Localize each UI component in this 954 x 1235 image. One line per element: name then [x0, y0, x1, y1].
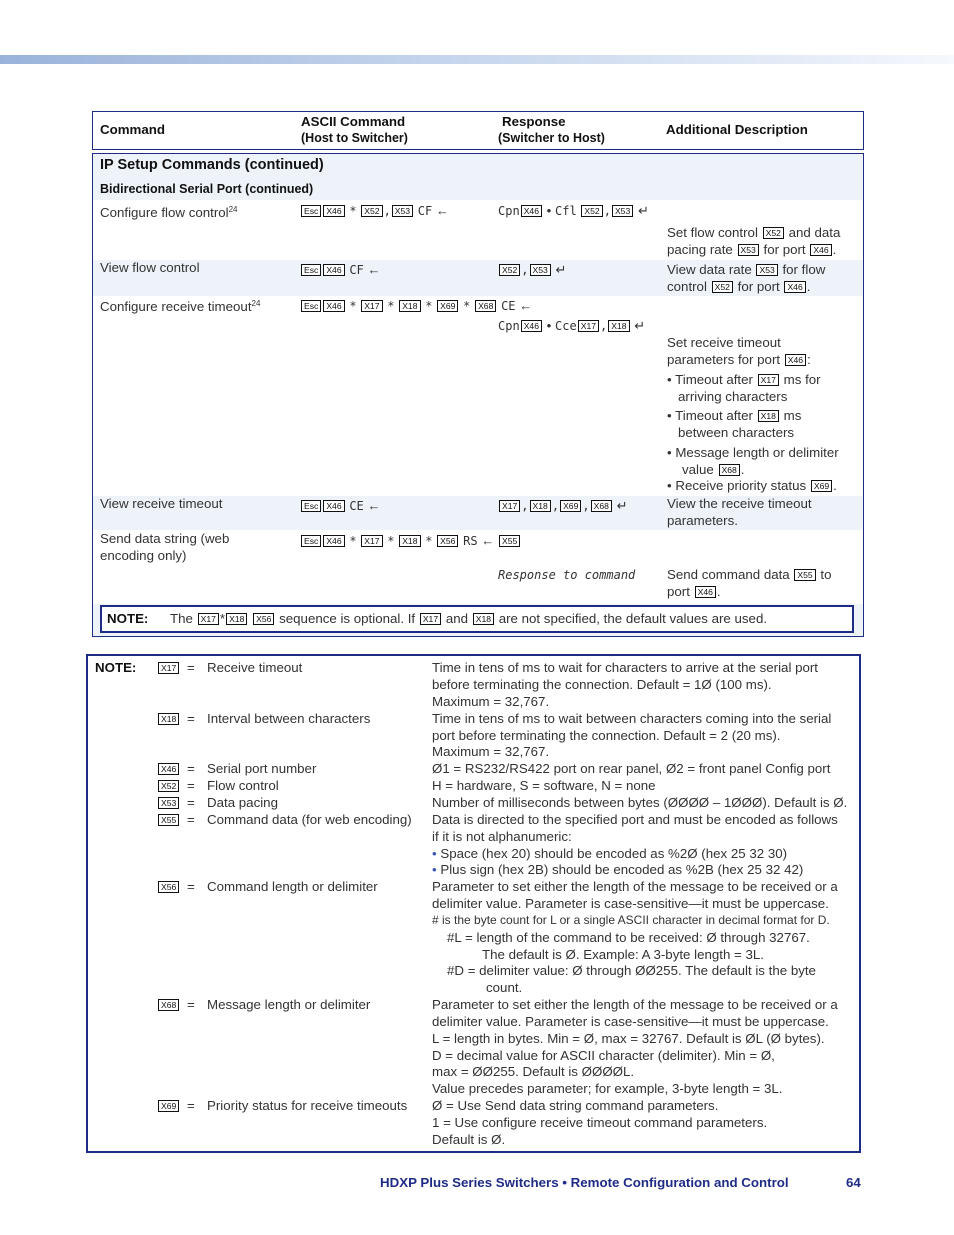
var-x17-desc-2: before terminating the connection. Default = 1Ø (100 ms).: [432, 677, 772, 692]
var-x46-desc: Ø1 = RS232/RS422 port on rear panel, Ø2 = front panel Config port: [432, 761, 831, 776]
response-configure-flow: Cpn X46 • Cfl X52 , X53 ↵: [498, 203, 649, 218]
return-arrow-icon: ←: [481, 533, 495, 548]
var-x52: X52: [157, 777, 180, 794]
var-x68: X68: [157, 996, 180, 1013]
row-name-view-flow: View flow control: [100, 260, 200, 275]
return-arrow-icon: ←: [367, 498, 381, 513]
var-x52-name: Flow control: [207, 778, 279, 793]
desc-timeout-2: parameters for port X46 :: [667, 352, 811, 367]
col-header-command: Command: [100, 122, 166, 137]
var-x18-desc-2: port before terminating the connection. Default = 2 (20 ms).: [432, 728, 781, 743]
var-x17: X17: [157, 659, 180, 676]
var-x68-desc-3: L = length in bytes. Min = Ø, max = 32767. Default is ØL (Ø bytes).: [432, 1031, 825, 1046]
var-x55-desc-1: Data is directed to the specified port and must be encoded as follows: [432, 812, 838, 827]
var-x68-desc-4: D = decimal value for ASCII character (delimiter). Min = Ø,: [432, 1048, 775, 1063]
eq-sign: =: [187, 761, 195, 776]
table-note-label: NOTE:: [107, 611, 149, 626]
response-view-timeout: X17 , X18 , X69 , X68 ↵: [498, 497, 628, 515]
var-x17-desc-3: Maximum = 32,767.: [432, 694, 550, 709]
var-x68-desc-5: max = ØØ255. Default is ØØØØL.: [432, 1064, 635, 1079]
row-name-view-timeout: View receive timeout: [100, 496, 223, 511]
desc-configure-flow-2: pacing rate X53 for port X46 .: [667, 242, 837, 257]
var-x56-desc-7: count.: [486, 980, 523, 995]
var-x55: X55: [157, 811, 180, 828]
return-arrow-icon: ←: [367, 262, 381, 277]
var-x56-desc-3: # is the byte count for L or a single ASCII character in decimal format for D.: [432, 913, 830, 927]
var-x55-name: Command data (for web encoding): [207, 812, 412, 827]
eq-sign: =: [187, 812, 195, 827]
eq-sign: =: [187, 879, 195, 894]
var-x56-desc-6: #D = delimiter value: Ø through ØØ255. The default is the byte: [447, 963, 816, 978]
row-name-configure-timeout: Configure receive timeout$^{24}$: [100, 299, 261, 314]
row-name-send-data-2: encoding only): [100, 548, 187, 563]
var-x53: X53: [157, 794, 180, 811]
var-x56-desc-5: The default is Ø. Example: A 3-byte length = 3L.: [482, 947, 764, 962]
table-note-text: The X17 * X18 X56 sequence is optional. If X17 and X18 are not specified, the default values are used.: [170, 611, 768, 626]
var-x53-name: Data pacing: [207, 795, 278, 810]
response-configure-timeout: Cpn X46 • Cce X17 , X18 ↵: [498, 318, 646, 333]
row-name-send-data-1: Send data string (web: [100, 531, 230, 546]
desc-view-flow-2: control X52 for port X46 .: [667, 279, 811, 294]
eq-sign: =: [187, 1098, 195, 1113]
col-header-ascii-sub: (Host to Switcher): [301, 131, 408, 145]
col-header-additional: Additional Description: [666, 122, 808, 137]
eq-sign: =: [187, 711, 195, 726]
desc-view-timeout-2: parameters.: [667, 513, 738, 528]
enter-arrow-icon: ↵: [637, 203, 649, 218]
desc-timeout-bullet-1: • Timeout after X17 ms for: [667, 372, 821, 387]
var-x55-bullet-1: • Space (hex 20) should be encoded as %2Ø (hex 25 32 30): [432, 846, 788, 861]
var-x55-bullet-2: • Plus sign (hex 2B) should be encoded as %2B (hex 25 32 42): [432, 862, 804, 877]
bullet-icon: •: [432, 862, 437, 877]
desc-timeout-bullet-2b: between characters: [678, 425, 795, 440]
ascii-send-data: Esc X46 * X17 * X18 * X56 RS ← X55: [300, 532, 521, 550]
response-send-data: Response to command: [498, 568, 636, 582]
enter-arrow-icon: ↵: [616, 498, 628, 513]
var-x69-desc-1: Ø = Use Send data string command parameters.: [432, 1098, 719, 1113]
var-x56-name: Command length or delimiter: [207, 879, 378, 894]
section-subtitle: Bidirectional Serial Port (continued): [100, 182, 314, 196]
var-x69-name: Priority status for receive timeouts: [207, 1098, 408, 1113]
desc-timeout-bullet-4: • Receive priority status X69 .: [667, 478, 837, 493]
desc-timeout-bullet-3b: value X68 .: [682, 462, 745, 477]
top-banner: [0, 55, 954, 64]
var-x17-name: Receive timeout: [207, 660, 303, 675]
var-x52-desc: H = hardware, S = software, N = none: [432, 778, 656, 793]
enter-arrow-icon: ↵: [555, 262, 567, 277]
var-x56: X56: [157, 878, 180, 895]
desc-timeout-1: Set receive timeout: [667, 335, 781, 350]
ascii-configure-timeout: Esc X46 * X17 * X18 * X69 * X68 CE ←: [300, 297, 532, 315]
eq-sign: =: [187, 795, 195, 810]
var-x69: X69: [157, 1097, 180, 1114]
desc-timeout-bullet-2: • Timeout after X18 ms: [667, 408, 802, 423]
var-x69-desc-3: Default is Ø.: [432, 1132, 506, 1147]
desc-view-timeout-1: View the receive timeout: [667, 496, 812, 511]
desc-view-flow-1: View data rate X53 for flow: [667, 262, 826, 277]
eq-sign: =: [187, 997, 195, 1012]
var-x17-desc-1: Time in tens of ms to wait for characters to arrive at the serial port: [432, 660, 818, 675]
var-x18-desc-3: Maximum = 32,767.: [432, 744, 550, 759]
response-view-flow: X52 , X53 ↵: [498, 261, 566, 279]
var-x69-desc-2: 1 = Use configure receive timeout command parameters.: [432, 1115, 768, 1130]
page-number: 64: [846, 1175, 861, 1190]
col-header-response-sub: (Switcher to Host): [498, 131, 605, 145]
bullet-icon: •: [432, 846, 437, 861]
notes-label: NOTE:: [95, 660, 137, 675]
desc-timeout-bullet-1b: arriving characters: [678, 389, 788, 404]
var-x56-desc-2: delimiter value. Parameter is case-sensitive—it must be uppercase.: [432, 896, 829, 911]
row-name-configure-flow: Configure flow control$^{24}$: [100, 205, 238, 220]
desc-configure-flow-1: Set flow control X52 and data: [667, 225, 841, 240]
var-x68-desc-1: Parameter to set either the length of the message to be received or a: [432, 997, 838, 1012]
eq-sign: =: [187, 778, 195, 793]
var-x68-name: Message length or delimiter: [207, 997, 371, 1012]
var-x56-desc-4: #L = length of the command to be received: Ø through 32767.: [447, 930, 810, 945]
section-title: IP Setup Commands (continued): [100, 157, 324, 173]
var-x46: X46: [157, 760, 180, 777]
eq-sign: =: [187, 660, 195, 675]
var-x55-desc-2: if it is not alphanumeric:: [432, 829, 572, 844]
ascii-view-timeout: Esc X46 CE ←: [300, 497, 380, 515]
var-x68-desc-6: Value precedes parameter; for example, 3-byte length = 3L.: [432, 1081, 783, 1096]
return-arrow-icon: ←: [435, 203, 449, 218]
return-arrow-icon: ←: [519, 298, 533, 313]
ascii-configure-flow: Esc X46 * X52 , X53 CF ←: [300, 202, 449, 220]
enter-arrow-icon: ↵: [634, 318, 646, 333]
var-x18-desc-1: Time in tens of ms to wait between characters coming into the serial: [432, 711, 832, 726]
footer-title: HDXP Plus Series Switchers • Remote Configuration and Control: [380, 1175, 789, 1190]
desc-timeout-bullet-3: • Message length or delimiter: [667, 445, 839, 460]
var-x53-desc: Number of milliseconds between bytes (ØØØØ – 1ØØØ). Default is Ø.: [432, 795, 848, 810]
var-x18: X18: [157, 710, 180, 727]
var-x68-desc-2: delimiter value. Parameter is case-sensitive—it must be uppercase.: [432, 1014, 829, 1029]
var-x56-desc-1: Parameter to set either the length of the message to be received or a: [432, 879, 838, 894]
col-header-ascii: ASCII Command: [301, 114, 406, 129]
ascii-view-flow: Esc X46 CF ←: [300, 261, 380, 279]
desc-send-data-2: port X46 .: [667, 584, 721, 599]
desc-send-data-1: Send command data X55 to: [667, 567, 832, 582]
col-header-response: Response: [502, 114, 566, 129]
var-x18-name: Interval between characters: [207, 711, 371, 726]
var-x46-name: Serial port number: [207, 761, 317, 776]
